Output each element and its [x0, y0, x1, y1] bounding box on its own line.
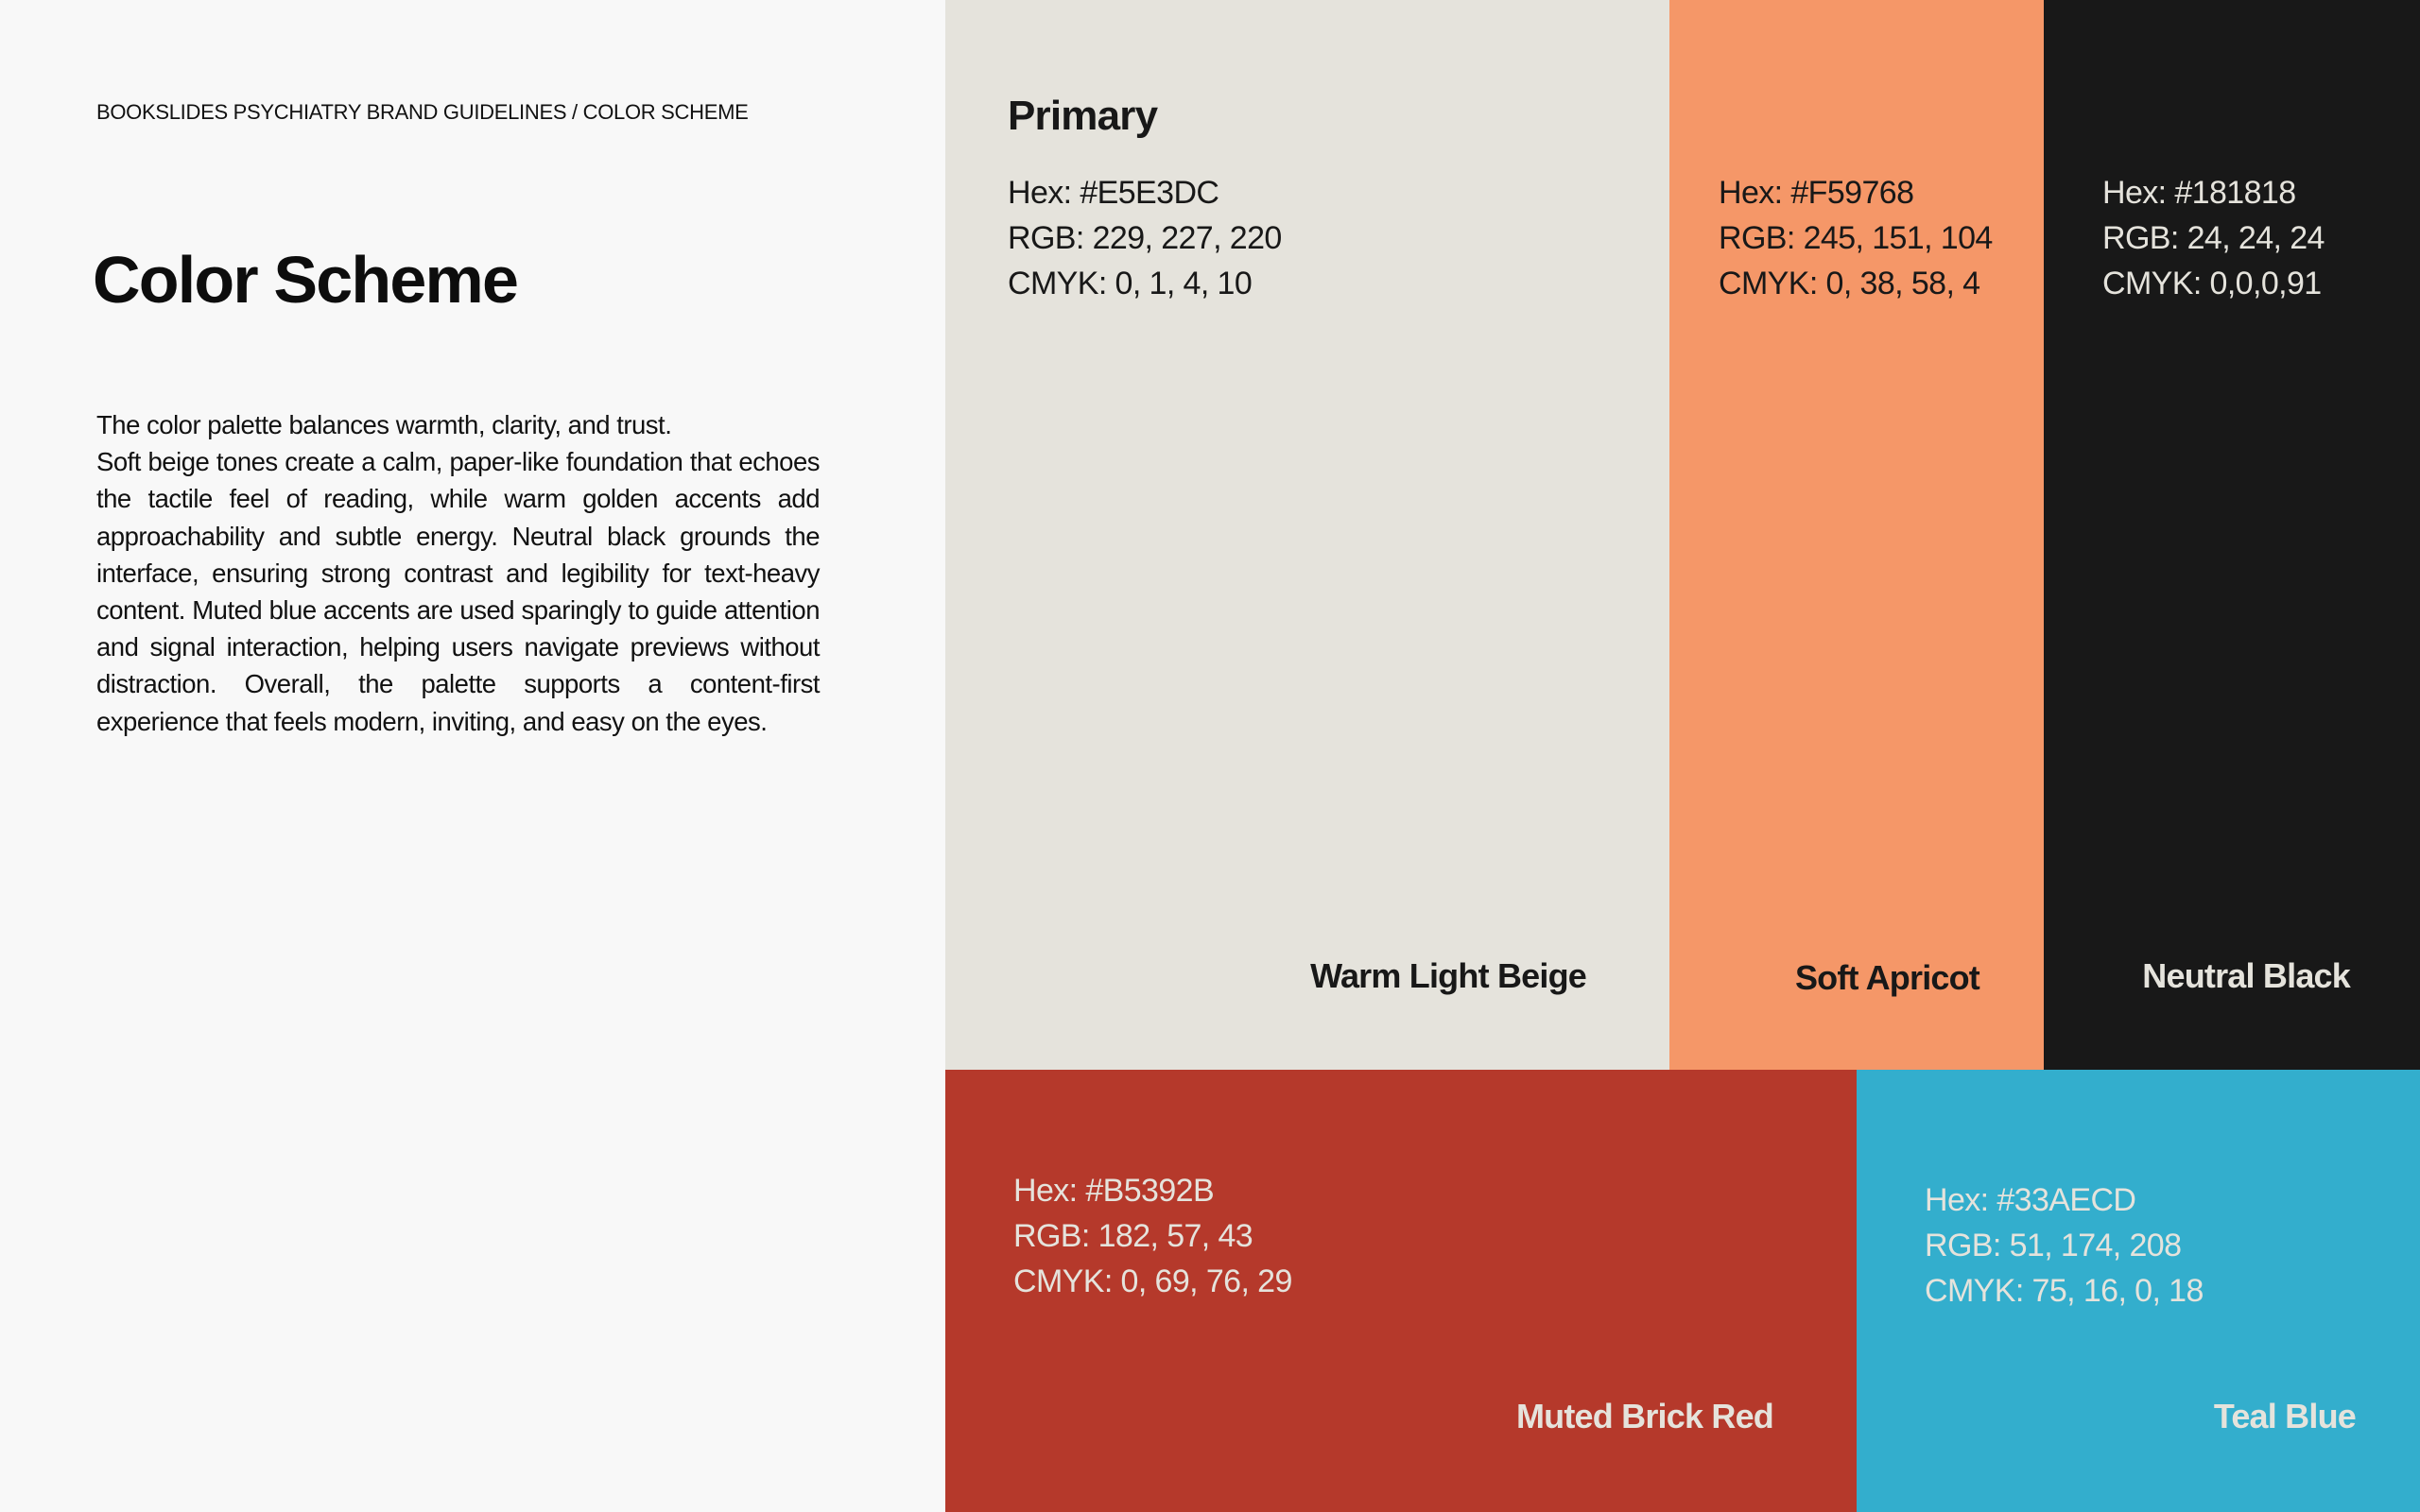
- swatch-specs: [1719, 170, 1993, 306]
- swatch-cmyk: CMYK: 0, 69, 76, 29: [1013, 1263, 1292, 1299]
- swatch-muted-brick-red: [945, 1070, 1857, 1512]
- swatch-rgb: RGB: 24, 24, 24: [2102, 220, 2325, 256]
- swatch-name: Teal Blue: [2213, 1397, 2356, 1435]
- swatch-rgb: RGB: 245, 151, 104: [1719, 220, 1993, 256]
- swatch-warm-light-beige: [945, 0, 1669, 1070]
- swatch-specs: [1925, 1177, 2204, 1314]
- swatch-tier-label: Primary: [1008, 93, 1158, 139]
- swatch-hex: Hex: #181818: [2102, 175, 2296, 211]
- swatch-name: Soft Apricot: [1794, 958, 1979, 997]
- swatch-name: Warm Light Beige: [1310, 956, 1586, 995]
- swatch-rgb: RGB: 229, 227, 220: [1008, 220, 1282, 256]
- swatch-name: Muted Brick Red: [1515, 1397, 1773, 1435]
- swatch-cmyk: CMYK: 0,0,0,91: [2102, 266, 2322, 301]
- intro-panel: [0, 0, 945, 1512]
- swatch-specs: [2102, 170, 2325, 306]
- breadcrumb: BOOKSLIDES PSYCHIATRY BRAND GUIDELINES / COLOR SCHEME: [96, 100, 749, 124]
- swatch-hex: Hex: #E5E3DC: [1008, 175, 1219, 211]
- swatch-cmyk: CMYK: 0, 1, 4, 10: [1008, 266, 1253, 301]
- swatch-cmyk: CMYK: 75, 16, 0, 18: [1925, 1273, 2204, 1309]
- page-title: Color Scheme: [93, 243, 518, 317]
- palette-description: [96, 406, 820, 740]
- swatch-name: Neutral Black: [2142, 956, 2350, 995]
- description-body: Soft beige tones create a calm, paper-like foundation that echoes the tactile feel of reading, while warm golden accents add approachability and subtle energy. Neutral black grounds the interface, ensuring strong contrast and legibility for text-heavy content. Muted blue accents are used sparingly to guide attention and signal interaction, helping users navigate previews without distraction. Overall, the palette supports a content-first experience that feels modern, inviting, and easy on the eyes.: [96, 447, 820, 736]
- swatch-cmyk: CMYK: 0, 38, 58, 4: [1719, 266, 1980, 301]
- swatch-soft-apricot: [1669, 0, 2044, 1070]
- swatch-specs: [1008, 170, 1282, 306]
- swatch-teal-blue: [1857, 1070, 2420, 1512]
- swatch-hex: Hex: #F59768: [1719, 175, 1914, 211]
- swatch-rgb: RGB: 51, 174, 208: [1925, 1228, 2182, 1263]
- swatch-rgb: RGB: 182, 57, 43: [1013, 1218, 1253, 1254]
- swatch-hex: Hex: #33AECD: [1925, 1182, 2136, 1218]
- description-lead: The color palette balances warmth, clarity, and trust.: [96, 410, 672, 439]
- swatch-neutral-black: [2044, 0, 2420, 1070]
- swatch-hex: Hex: #B5392B: [1013, 1173, 1215, 1209]
- swatch-specs: [1013, 1168, 1292, 1304]
